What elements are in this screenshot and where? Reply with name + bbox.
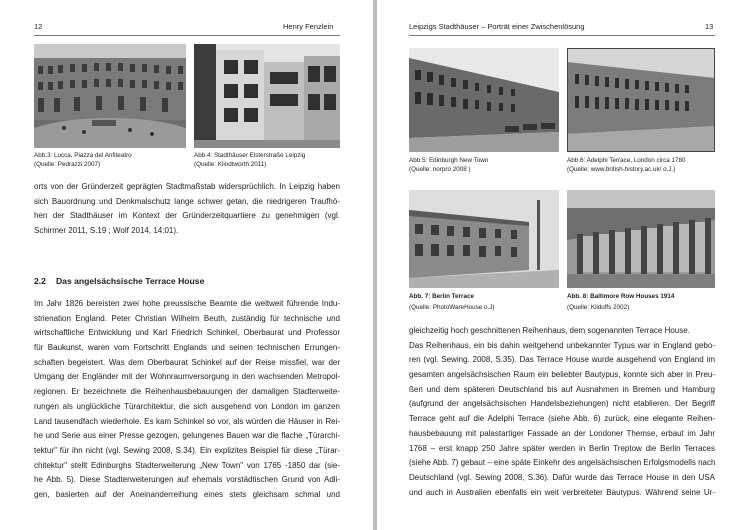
section-heading: [34, 276, 214, 286]
figure-caption: Abb.5: Edinburgh New Town: [409, 157, 489, 164]
page-number: 12: [34, 22, 43, 31]
figure-source: (Quelle: www.british-history.ac.uk/ o.J.): [567, 166, 676, 173]
figure-source: (Quelle: PhotoWareHouse o.J): [409, 304, 495, 311]
text-line: tektur" für ihn nicht (vgl. Sewing 2008, S.34). Ein explizites Beispiel für diese „Türar-: [34, 445, 340, 455]
text-line: gleichzeitig hoch geschnittenen Reihenhaus, dem sogenannten Terrace House.: [409, 326, 690, 335]
text-line: Im Jahr 1826 bereisten zwei hohe preussische Beamte die weltweit führende Indu-: [34, 299, 340, 308]
text-line: ren (vgl. Sewing. 2008, S.35). Das Terrace House wurde ausgehend von England im: [409, 355, 715, 365]
text-line: sich Bauordnung und Denkmalschutz lange schwer getan, die niedrigeren Traufhö-: [34, 196, 340, 206]
running-head: Leipzigs Stadthäuser – Porträt einer Zwischenlösung: [409, 22, 585, 31]
figure-source: (Quelle: norpro 2008 ): [409, 166, 471, 173]
text-line: chitektur" stellt Edinburghs Stadterweiterung „New Town" von 1765 -1850 dar (sie-: [34, 460, 340, 470]
figure-caption: Abb.3: Lucca, Piazza del Anfiteatro: [34, 152, 132, 159]
figure-caption: Abb. 7: Berlin Terrace: [409, 293, 474, 300]
figure-caption: Abb.4: Stadthäuser Elsterstraße Leipzig: [194, 152, 306, 159]
text-line: Land tausendfach wiederhole. Es kam Schinkel so vor, als würden die Häuser in Rei-: [34, 416, 340, 426]
text-line: ßen und dem späteren Deutschland bis auf Ausnahmen in Bremen und Hamburg: [409, 384, 715, 394]
text-line: Das Reihenhaus, ein bis dahin weitgehend unbekannter Typus war in England gebo-: [409, 340, 715, 350]
body-paragraph: [409, 324, 715, 500]
text-line: 1768 – erst knapp 250 Jahre später werden in Berlin Treptow die Berlin Terraces: [409, 443, 715, 453]
text-line: gesamten angelsächsischen Raum ein beliebter Bautypus, konnte sich aber in Preu-: [409, 370, 715, 380]
text-line: he Abb. 5). Diese Stadterweiterungen auf ehemals vorstädtischen Grund von Adli-: [34, 475, 340, 485]
text-line: (aufgrund der angelsächsischen Handelsbeziehungen) nicht etablieren. Der Begriff: [409, 399, 715, 409]
text-line: für Baukunst, waren vom Fortschritt Englands und seinen technischen Errungen-: [34, 343, 340, 353]
photo-berlin-terrace: [409, 190, 559, 288]
right-page: [377, 0, 750, 530]
photo-baltimore-row-houses: [567, 190, 715, 288]
page-number: 13: [705, 22, 714, 31]
text-line: he und Serie aus einer Presse gezogen, gelungenes Bauen war die flache „Türarchi-: [34, 431, 340, 441]
text-line: Terrace geht auf die Adelphi Terrace (siehe Abb. 6) zurück, eine elegante Reihen-: [409, 414, 715, 424]
text-line: Umgang der Engländer mit der Wohnraumversorgung in den wachsenden Metropol-: [34, 372, 340, 382]
text-line: hen der Stadthäuser im Kontext der Gründerzeitquartiere zu genehmigen (vgl.: [34, 211, 340, 221]
text-line: wirtschaftliche Entwicklung und Karl Friedrich Schinkel, Oberbaurat und Professor: [34, 328, 340, 338]
photo-edinburgh-new-town: [409, 48, 559, 152]
text-line: schaften begeistert. Was dem Oberbaurat Schinkel auf der Reise missfiel, war der: [34, 357, 340, 367]
section-title: Das angelsächsische Terrace House: [55, 276, 205, 286]
text-line: (siehe Abb. 7) gebaut – eine späte Einkehr des angelsächsischen Erfolgsmodells nach: [409, 458, 716, 468]
text-line: strienation England. Peter Christian Wilhelm Beuth, zuständig für technische und: [34, 313, 340, 323]
figure-source: (Quelle: Klindtworth 2011): [194, 161, 267, 168]
header-rule: [409, 35, 715, 36]
running-head: Henry Fenzlein: [283, 22, 334, 31]
body-paragraph: [34, 180, 340, 239]
text-line: rungen als unglückliche Türarchitektur, die sich ausgehend von London im ganzen: [34, 401, 340, 411]
text-line: gen, basierten auf der Aneinanderreihung eines stets gleichsam schmal und: [34, 489, 340, 499]
photo-lucca-piazza: [34, 44, 186, 148]
text-line: regionen. Er bezeichnete die Reihenhausbebauungen der damaligen Stadterweite-: [34, 387, 340, 397]
text-line: orts von der Gründerzeit geprägten Stadtmaßstab widersprüchlich. In Leipzig haben: [34, 182, 340, 191]
text-line: Schirmer 2011, S.19 ; Wolf 2014, 14:01).: [34, 226, 179, 236]
photo-adelphi-terrace: [567, 48, 715, 152]
photo-leipzig-stadthaeuser: [194, 44, 340, 148]
left-page: [0, 0, 373, 530]
body-paragraph: [34, 297, 340, 503]
header-rule: [34, 35, 340, 36]
figure-caption: Abb.6: Adelphi Terrace, London circa 1780: [567, 157, 686, 164]
section-number: 2.2: [34, 276, 46, 286]
figure-source: (Quelle: Pedrazzi 2007): [34, 161, 101, 168]
figure-caption: Abb. 8: Baltimore Row Houses 1914: [567, 293, 675, 300]
figure-source: (Quelle: Kilduffs 2002): [567, 304, 630, 311]
text-line: und auch in Australien ebenfalls ein weit verbreiteter Bautypus. Während seine Ur-: [409, 487, 715, 497]
text-line: hausbebauung mit palastartiger Fassade an der Londoner Themse, erbaut im Jahr: [409, 428, 715, 438]
text-line: Deutschland (vgl. Sewing 2008, S.36). Dafür wurde das Terrace House in den USA: [409, 472, 715, 482]
